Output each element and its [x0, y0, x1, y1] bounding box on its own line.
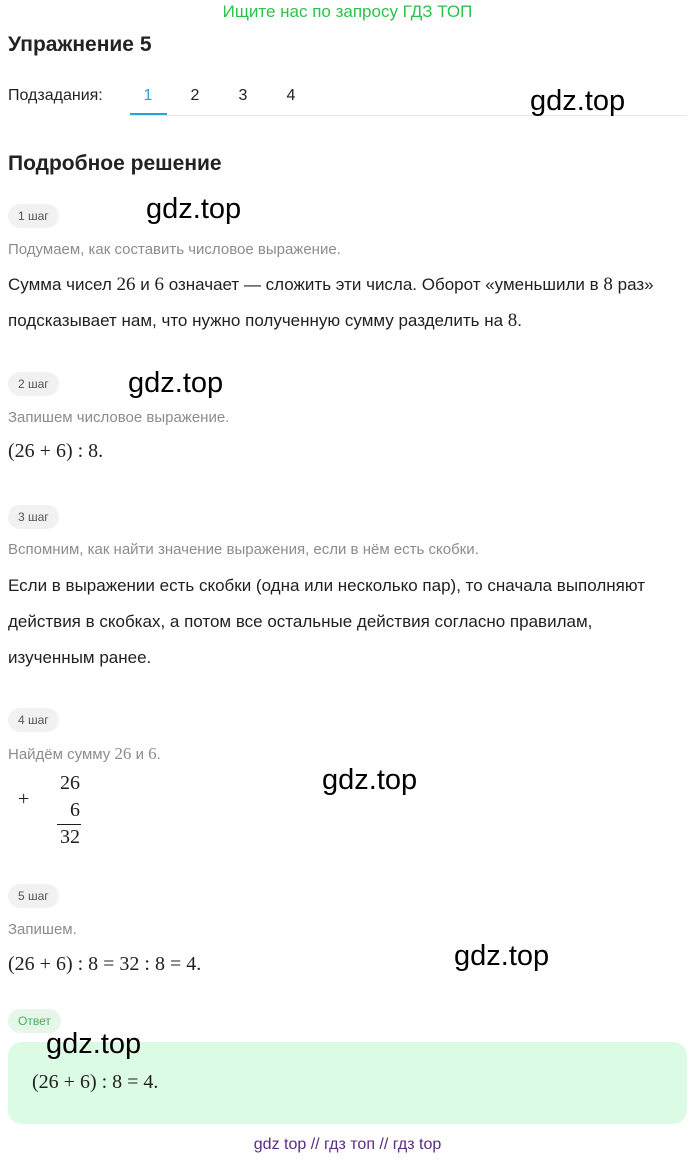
number: 6 — [154, 274, 164, 295]
step-text: Если в выражении есть скобки (одна или несколько пар), то сначала выполняют действия в скобках, а потом все остальные действия согласно правилам, изученным ранее. — [8, 576, 646, 667]
math-expression: (26 + 6) : 8 = 32 : 8 = 4. — [8, 953, 202, 975]
step-hint: Запишем. — [8, 921, 77, 938]
addend-top: 26 — [60, 772, 80, 794]
answer-expression: (26 + 6) : 8 = 4. — [32, 1071, 159, 1093]
watermark: gdz.top — [530, 85, 626, 117]
number: 26 — [116, 274, 136, 295]
watermark: gdz.top — [322, 764, 418, 796]
subtasks-label: Подзадания: — [8, 87, 103, 104]
tab-subtask-1[interactable]: 1 — [143, 87, 153, 104]
step-text: Сумма чисел 26 и 6 означает — сложить эти числа. Оборот «уменьшили в 8 раз» подсказывает нам, что нужно полученную сумму разделить на 8. — [8, 274, 654, 331]
section-title: Подробное решение — [8, 152, 222, 175]
watermark: gdz.top — [146, 193, 242, 225]
answer-badge: Ответ — [8, 1009, 61, 1033]
footer-links[interactable]: gdz top // гдз топ // гдз top — [253, 1136, 442, 1153]
step-badge: 2 шаг — [8, 372, 59, 396]
step-hint: Подумаем, как составить числовое выражение. — [8, 241, 341, 258]
plus-sign: + — [18, 788, 30, 810]
watermark: gdz.top — [46, 1028, 142, 1060]
step-hint: Найдём сумму 26 и 6. — [8, 744, 161, 763]
step-badge: 1 шаг — [8, 204, 59, 228]
sum-result: 32 — [60, 826, 80, 848]
step-hint: Запишем числовое выражение. — [8, 409, 230, 426]
step-hint: Вспомним, как найти значение выражения, если в нём есть скобки. — [8, 541, 479, 558]
step-badge: 4 шаг — [8, 708, 59, 732]
watermark: gdz.top — [128, 367, 224, 399]
tab-subtask-3[interactable]: 3 — [238, 87, 248, 104]
addend-bottom: 6 — [70, 799, 80, 821]
top-banner[interactable]: Ищите нас по запросу ГДЗ ТОП — [222, 2, 473, 21]
math-expression: (26 + 6) : 8. — [8, 440, 104, 462]
watermark: gdz.top — [454, 940, 550, 972]
step-badge: 5 шаг — [8, 884, 59, 908]
number: 8 — [603, 274, 613, 295]
step-badge: 3 шаг — [8, 505, 59, 529]
tab-subtask-4[interactable]: 4 — [286, 87, 296, 104]
sum-line — [57, 824, 81, 825]
tab-subtask-2[interactable]: 2 — [190, 87, 200, 104]
number: 8 — [507, 310, 518, 331]
exercise-title: Упражнение 5 — [8, 33, 152, 56]
